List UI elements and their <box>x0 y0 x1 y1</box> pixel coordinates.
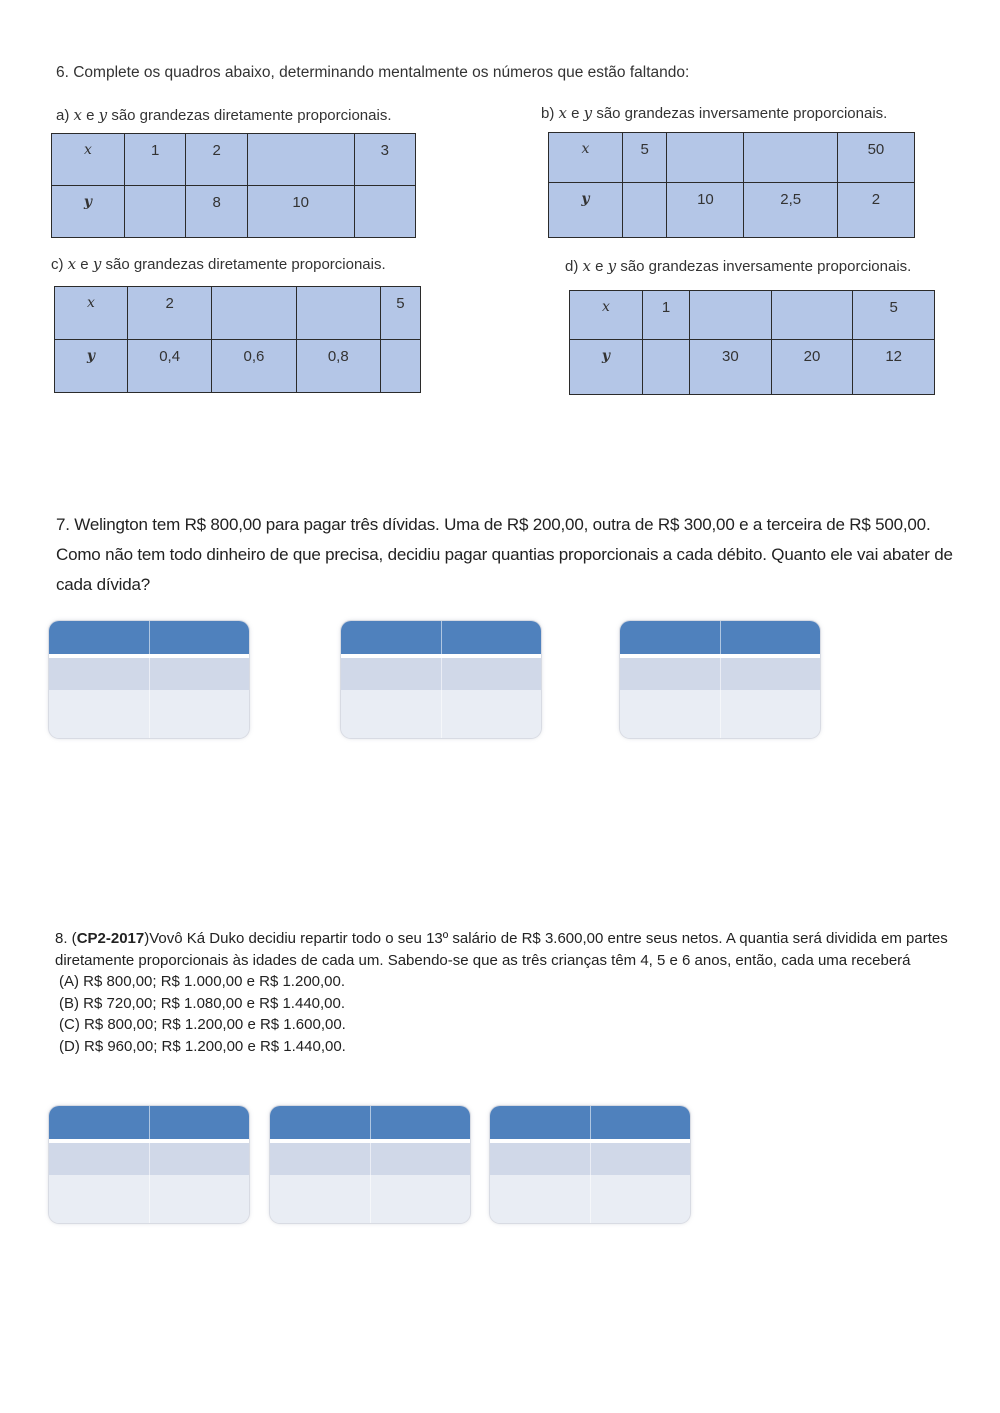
y-cell[interactable] <box>643 340 690 395</box>
x-cell[interactable] <box>247 134 354 186</box>
y-cell[interactable] <box>354 186 415 238</box>
y-label: y <box>55 340 128 393</box>
answer-box-q8-1[interactable] <box>49 1106 249 1223</box>
proportion-table-a <box>51 133 416 238</box>
y-cell[interactable]: 10 <box>667 183 744 238</box>
y-cell[interactable]: 0,6 <box>212 340 296 393</box>
option-d: (D) R$ 960,00; R$ 1.200,00 e R$ 1.440,00. <box>59 1037 346 1055</box>
y-cell[interactable]: 12 <box>853 340 935 395</box>
x-cell[interactable]: 50 <box>837 133 914 183</box>
answer-box-q8-3[interactable] <box>490 1106 690 1223</box>
y-label: y <box>549 183 623 238</box>
x-cell[interactable]: 5 <box>380 287 420 340</box>
option-a: (A) R$ 800,00; R$ 1.000,00 e R$ 1.200,00. <box>59 973 346 990</box>
answer-box-q7-3[interactable] <box>620 621 820 738</box>
y-cell[interactable]: 10 <box>247 186 354 238</box>
answer-box-q8-2[interactable] <box>270 1106 470 1223</box>
proportion-table-d <box>569 290 935 395</box>
option-b: (B) R$ 720,00; R$ 1.080,00 e R$ 1.440,00. <box>59 994 346 1012</box>
table-d-caption: d) x e y são grandezas inversamente proporcionais. <box>565 257 912 275</box>
table-a-caption: a) x e y são grandezas diretamente proporcionais. <box>56 106 392 124</box>
x-cell[interactable]: 1 <box>125 134 186 186</box>
x-cell[interactable]: 2 <box>186 134 247 186</box>
x-cell[interactable] <box>667 133 744 183</box>
y-label: y <box>570 340 643 395</box>
question-7-text: 7. Welington tem R$ 800,00 para pagar três dívidas. Uma de R$ 200,00, outra de R$ 300,00 e a terceira de R$ 500,00. Como não tem todo dinheiro de que precisa, decidiu pagar quantias proporcionais a cada débito. Quanto ele vai abater de cada dívida? <box>56 515 953 594</box>
y-cell[interactable] <box>623 183 667 238</box>
x-cell[interactable]: 2 <box>128 287 212 340</box>
x-label: x <box>570 291 643 340</box>
question-8-source: CP2-2017 <box>76 930 145 947</box>
y-cell[interactable] <box>125 186 186 238</box>
x-cell[interactable]: 1 <box>643 291 690 340</box>
y-cell[interactable]: 2 <box>837 183 914 238</box>
proportion-table-b <box>548 132 915 238</box>
x-cell[interactable]: 5 <box>623 133 667 183</box>
question-6-title: 6. Complete os quadros abaixo, determinando mentalmente os números que estão faltando: <box>56 64 690 81</box>
x-cell[interactable] <box>771 291 853 340</box>
y-cell[interactable]: 0,4 <box>128 340 212 393</box>
question-8-text: 8. (CP2-2017)Vovô Ká Duko decidiu repartir todo o seu 13º salário de R$ 3.600,00 entre seus netos. A quantia será dividida em partes diretamente proporcionais às idades de cada um. Sabendo-se que as três crianças têm 4, 5 e 6 anos, então, cada uma receberá <box>55 930 948 969</box>
question-8 <box>55 928 955 1057</box>
x-cell[interactable] <box>690 291 772 340</box>
x-cell[interactable] <box>212 287 296 340</box>
y-cell[interactable]: 2,5 <box>744 183 837 238</box>
y-cell[interactable]: 30 <box>690 340 772 395</box>
x-cell[interactable] <box>744 133 837 183</box>
table-b-caption: b) x e y são grandezas inversamente proporcionais. <box>541 104 888 122</box>
y-cell[interactable] <box>380 340 420 393</box>
option-c: (C) R$ 800,00; R$ 1.200,00 e R$ 1.600,00. <box>59 1016 346 1033</box>
table-c-caption: c) x e y são grandezas diretamente proporcionais. <box>51 255 386 273</box>
x-label: x <box>52 134 125 186</box>
proportion-table-c <box>54 286 421 393</box>
answer-box-q7-1[interactable] <box>49 621 249 738</box>
answer-box-q7-2[interactable] <box>341 621 541 738</box>
y-label: y <box>52 186 125 238</box>
x-cell[interactable]: 3 <box>354 134 415 186</box>
x-label: x <box>55 287 128 340</box>
y-cell[interactable]: 0,8 <box>296 340 380 393</box>
x-label: x <box>549 133 623 183</box>
x-cell[interactable] <box>296 287 380 340</box>
y-cell[interactable]: 8 <box>186 186 247 238</box>
y-cell[interactable]: 20 <box>771 340 853 395</box>
x-cell[interactable]: 5 <box>853 291 935 340</box>
